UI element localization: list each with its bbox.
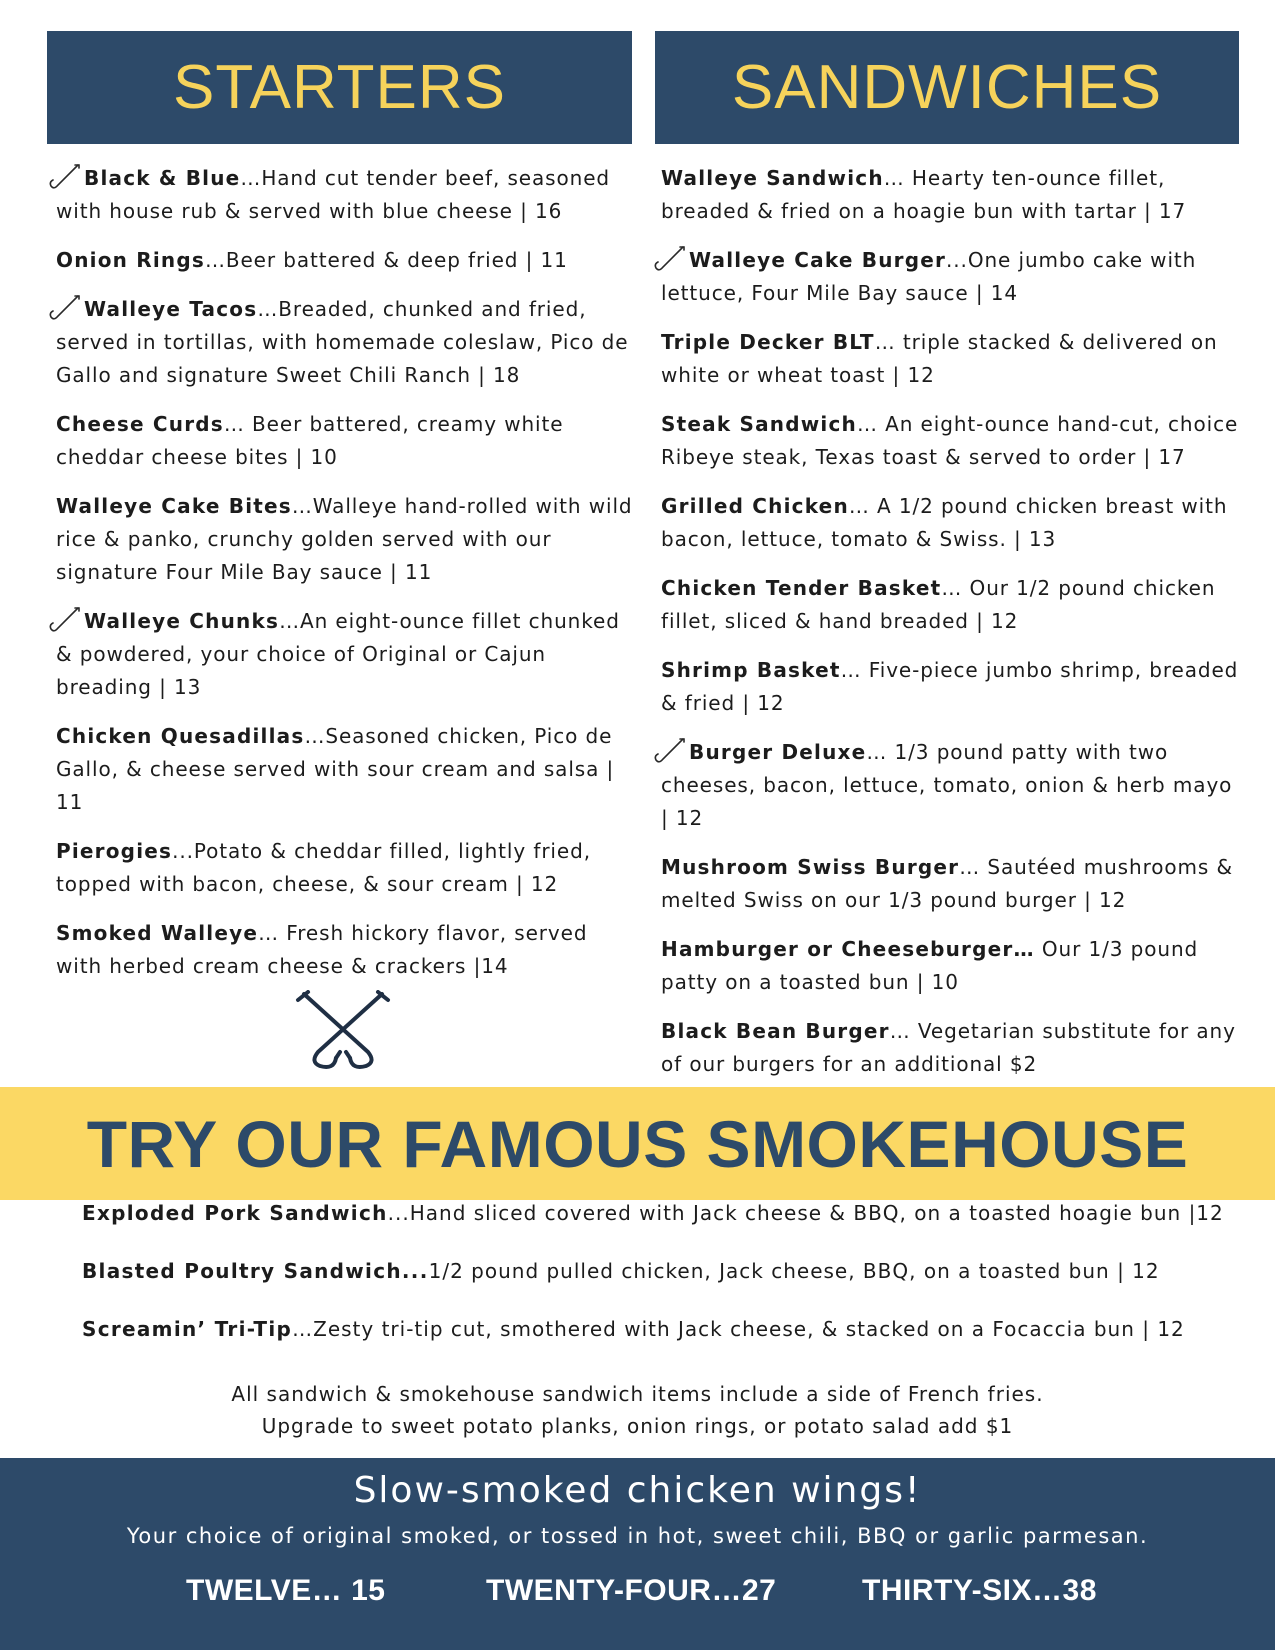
sandwich-item-desc: … Vegetarian substitute for any of our burgers for an additional $2 — [661, 1019, 1236, 1076]
sandwiches-list — [661, 162, 1241, 1097]
starter-item — [56, 162, 636, 228]
sandwiches-header — [655, 31, 1239, 144]
starter-item — [56, 293, 636, 392]
sides-note — [0, 1378, 1275, 1442]
sandwich-item — [661, 490, 1241, 556]
starter-item-name: Walleye Chunks — [84, 609, 280, 633]
wings-price-twelve: TWELVE… 15 — [186, 1574, 386, 1607]
sandwiches-title: SANDWICHES — [731, 53, 1163, 122]
sandwich-item-name: Burger Deluxe — [689, 740, 867, 764]
sandwich-item — [661, 736, 1241, 835]
starter-item — [56, 605, 636, 704]
fish-hook-icon — [48, 163, 82, 191]
wings-title: Slow-smoked chicken wings! — [353, 1470, 922, 1511]
starter-item-desc: …An eight-ounce fillet chunked & powdered, your choice of Original or Cajun breading | 13 — [56, 609, 620, 699]
starter-item-desc: …Walleye hand-rolled with wild rice & panko, crunchy golden served with our signature Four Mile Bay sauce | 11 — [56, 494, 633, 584]
sandwich-item — [661, 244, 1241, 310]
starter-item-name: Chicken Quesadillas — [56, 724, 305, 748]
sandwich-item-name: Black Bean Burger — [661, 1019, 890, 1043]
starter-item-name: Black & Blue — [84, 166, 241, 190]
sandwich-item — [661, 1015, 1241, 1081]
sides-note-line: Upgrade to sweet potato planks, onion rings, or potato salad add $1 — [261, 1414, 1014, 1438]
sandwich-item-desc: … Our 1/2 pound chicken fillet, sliced & hand breaded | 12 — [661, 576, 1216, 633]
fish-hook-icon — [653, 737, 687, 765]
sandwich-item-name: Shrimp Basket — [661, 658, 841, 682]
sandwich-item-desc: … 1/3 pound patty with two cheeses, bacon, lettuce, tomato, onion & herb mayo | 12 — [661, 740, 1233, 830]
sandwich-item-name: Walleye Sandwich — [661, 166, 884, 190]
starters-list — [56, 162, 636, 999]
sandwich-item — [661, 654, 1241, 720]
crossed-fish-hooks-icon — [288, 990, 398, 1072]
sandwich-item-name: Chicken Tender Basket — [661, 576, 942, 600]
starter-item-desc: ...Potato & cheddar filled, lightly fried, topped with bacon, cheese, & sour cream | 12 — [56, 839, 591, 896]
starter-item-name: Cheese Curds — [56, 412, 224, 436]
sandwich-item-name: Hamburger or Cheeseburger… — [661, 937, 1035, 961]
sandwich-item-desc: … Five-piece jumbo shrimp, breaded & fried | 12 — [661, 658, 1239, 715]
sandwich-item-desc: Our 1/3 pound patty on a toasted bun | 10 — [661, 937, 1199, 994]
smokehouse-item-name: Blasted Poultry Sandwich... — [82, 1259, 429, 1283]
starters-header — [47, 31, 632, 144]
starter-item-name: Walleye Cake Bites — [56, 494, 292, 518]
sandwich-item-desc: … triple stacked & delivered on white or wheat toast | 12 — [661, 330, 1218, 387]
sandwich-item-name: Mushroom Swiss Burger — [661, 855, 960, 879]
sandwich-item-desc: … An eight-ounce hand-cut, choice Ribeye steak, Texas toast & served to order | 17 — [661, 412, 1239, 469]
fish-hook-icon — [48, 294, 82, 322]
smokehouse-title: TRY OUR FAMOUS SMOKEHOUSE — [86, 1106, 1189, 1181]
fish-hook-icon — [48, 606, 82, 634]
starter-item — [56, 408, 636, 474]
smokehouse-item-desc: ...Hand sliced covered with Jack cheese & BBQ, on a toasted hoagie bun |12 — [387, 1201, 1224, 1225]
starter-item-desc: …Breaded, chunked and fried, served in tortillas, with homemade coleslaw, Pico de Gallo and signature Sweet Chili Ranch | 18 — [56, 297, 629, 387]
starter-item — [56, 490, 636, 589]
sandwich-item-desc: … Sautéed mushrooms & melted Swiss on our 1/3 pound burger | 12 — [661, 855, 1233, 912]
starters-title: STARTERS — [173, 53, 506, 122]
starter-item-desc: …Seasoned chicken, Pico de Gallo, & cheese served with sour cream and salsa | 11 — [56, 724, 615, 814]
sandwich-item-desc: ...One jumbo cake with lettuce, Four Mile Bay sauce | 14 — [661, 248, 1197, 305]
smokehouse-item-desc: 1/2 pound pulled chicken, Jack cheese, BBQ, on a toasted bun | 12 — [428, 1259, 1160, 1283]
smokehouse-item-desc: …Zesty tri-tip cut, smothered with Jack cheese, & stacked on a Focaccia bun | 12 — [292, 1317, 1185, 1341]
starter-item — [56, 917, 636, 983]
smokehouse-item — [82, 1201, 1232, 1225]
starter-item-desc: …Hand cut tender beef, seasoned with house rub & served with blue cheese | 16 — [56, 166, 610, 223]
starter-item — [56, 835, 636, 901]
fish-hook-icon — [653, 245, 687, 273]
smokehouse-item-name: Exploded Pork Sandwich — [82, 1201, 388, 1225]
smokehouse-item — [82, 1259, 1232, 1283]
sandwich-item-name: Grilled Chicken — [661, 494, 849, 518]
sandwich-item-desc: … A 1/2 pound chicken breast with bacon, lettuce, tomato & Swiss. | 13 — [661, 494, 1228, 551]
starter-item-name: Onion Rings — [56, 248, 205, 272]
starter-item-name: Smoked Walleye — [56, 921, 259, 945]
sandwich-item — [661, 572, 1241, 638]
wings-price-thirty-six: THIRTY-SIX…38 — [862, 1574, 1097, 1607]
starter-item — [56, 720, 636, 819]
wings-section — [0, 1458, 1275, 1650]
sandwich-item — [661, 933, 1241, 999]
starter-item-desc: … Beer battered, creamy white cheddar cheese bites | 10 — [56, 412, 564, 469]
sandwich-item-desc: … Hearty ten-ounce fillet, breaded & fried on a hoagie bun with tartar | 17 — [661, 166, 1187, 223]
sandwich-item-name: Walleye Cake Burger — [689, 248, 947, 272]
starter-item-name: Walleye Tacos — [84, 297, 258, 321]
sandwich-item — [661, 326, 1241, 392]
smokehouse-banner — [0, 1087, 1275, 1200]
starter-item-desc: … Fresh hickory flavor, served with herbed cream cheese & crackers |14 — [56, 921, 588, 978]
sandwich-item-name: Triple Decker BLT — [661, 330, 875, 354]
smokehouse-item — [82, 1317, 1232, 1341]
starter-item-desc: …Beer battered & deep fried | 11 — [204, 248, 568, 272]
starter-item-name: Pierogies — [56, 839, 173, 863]
sandwich-item — [661, 851, 1241, 917]
wings-description: Your choice of original smoked, or tossed in hot, sweet chili, BBQ or garlic parmesan. — [126, 1524, 1149, 1548]
starter-item — [56, 244, 636, 277]
sides-note-line: All sandwich & smokehouse sandwich items include a side of French fries. — [231, 1382, 1044, 1406]
sandwich-item-name: Steak Sandwich — [661, 412, 857, 436]
wings-price-twenty-four: TWENTY-FOUR…27 — [486, 1574, 777, 1607]
sandwich-item — [661, 408, 1241, 474]
smokehouse-item-name: Screamin’ Tri-Tip — [82, 1317, 293, 1341]
sandwich-item — [661, 162, 1241, 228]
